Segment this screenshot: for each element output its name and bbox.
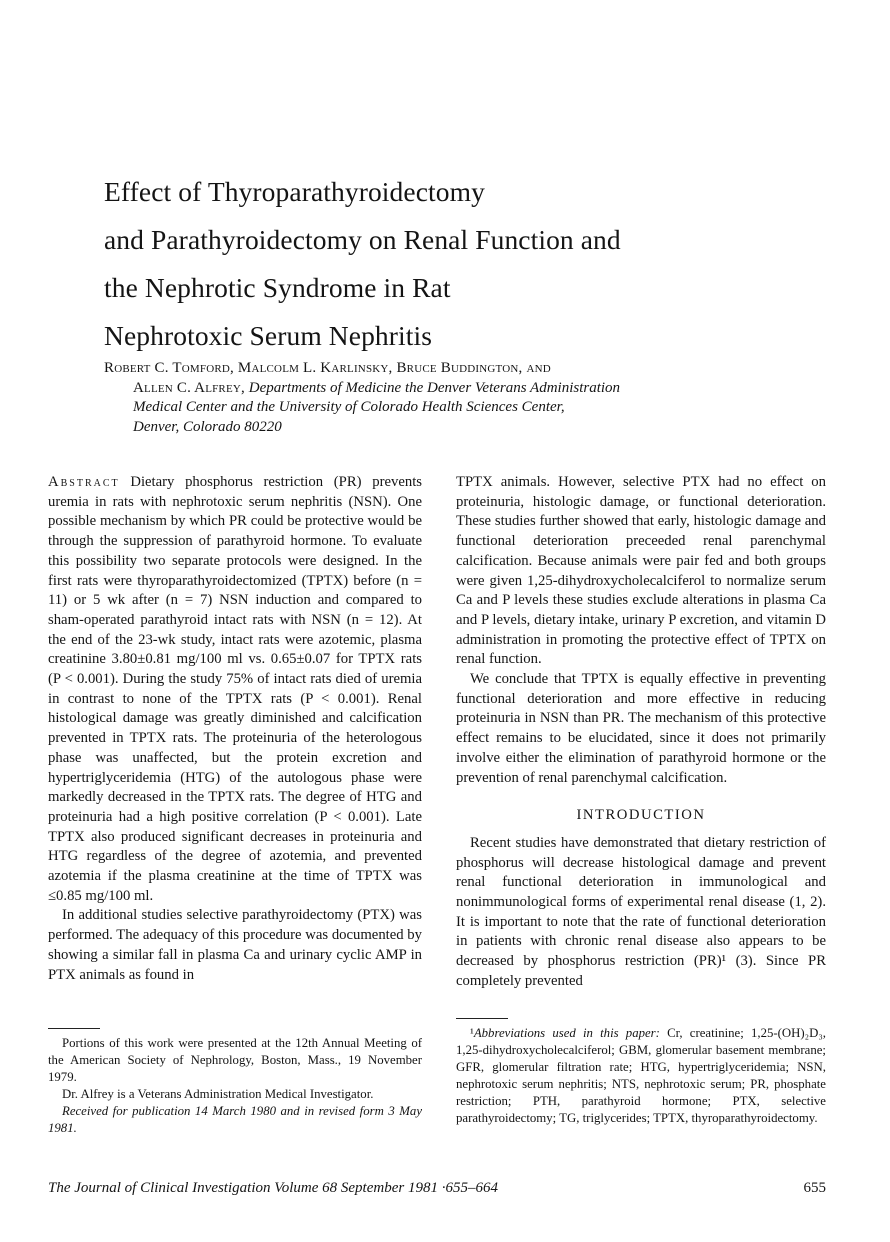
- right-column: [456, 473, 826, 992]
- affiliation-line: Denver, Colorado 80220: [133, 418, 282, 435]
- footnotes-left: [48, 1028, 422, 1137]
- left-column: [48, 473, 422, 985]
- abstract-paragraph: Abstract Dietary phosphorus restriction (PR) prevents uremia in rats with nephrotoxic serum nephritis (NSN). One possible mechanism by which PR could be protective would be through the suppression of parathyroid hormone. To evaluate this possibility two separate protocols were designed. In the first rats were thyroparathyroidectomized (TPTX) before (n = 11) or 5 wk after (n = 7) NSN induction and compared to sham-operated parathyroid intact rats with NSN (n = 12). At the end of the 23-wk study, intact rats were azotemic, plasma creatinine 3.80±0.81 mg/100 ml vs. 0.65±0.07 for TPTX rats (P < 0.001). During the study 75% of intact rats died of uremia in contrast to none of the TPTX rats (P < 0.001). Renal histological damage was greatly diminished and calcification prevented in TPTX rats. The proteinuria of the heterologous phase was unaffected, but the protein excretion and hypertriglyceridemia (HTG) of the autologous phase were markedly decreased in the TPTX rats. The degree of HTG and proteinuria had a high positive correlation (P < 0.001). Late TPTX also produced significant decreases in proteinuria and HTG regardless of the degree of azotemia, and prevented azotemia if the plasma creatinine at the time of TPTX was ≤0.85 mg/100 ml.: [48, 474, 422, 904]
- title-line: the Nephrotic Syndrome in Rat: [104, 272, 451, 303]
- abstract-paragraph: TPTX animals. However, selective PTX had no effect on proteinuria, histologic damage, or functional deterioration. These studies further showed that early, histologic damage and functional deterioration preceeded renal parenchymal calcification. Because animals were pair fed and both groups were given 1,25-dihydroxycholecalciferol to normalize serum Ca and P levels these studies exclude alterations in plasma Ca and P levels, dietary intake, urinary P excretion, and vitamin D administration in promoting the protective effect of TPTX on renal function.: [456, 474, 826, 668]
- title-line: and Parathyroidectomy on Renal Function and: [104, 224, 621, 255]
- footnote-rule: [48, 1028, 100, 1029]
- author-names: Robert C. Tomford, Malcolm L. Karlinsky, Bruce Buddington, and: [104, 360, 551, 376]
- abstract-label: Abstract: [48, 474, 120, 490]
- abstract-paragraph: We conclude that TPTX is equally effective in preventing functional deterioration and more effective in reducing proteinuria in NSN than PR. The mechanism of this protective effect remains to be elucidated, since it does not primarily involve either the elimination of parathyroid hormone or the prevention of renal parenchymal calcification.: [456, 671, 826, 786]
- affiliation-line: Departments of Medicine the Denver Veterans Administration: [244, 379, 621, 396]
- affiliation-line: Medical Center and the University of Colorado Health Sciences Center,: [133, 399, 565, 415]
- paper-title: [104, 168, 744, 360]
- author-block: [104, 359, 744, 437]
- footnote: ¹Abbreviations used in this paper: Cr, creatinine; 1,25-(OH)₂D₃, 1,25-dihydroxycholecalciferol; GBM, glomerular basement membrane; GFR, glomerular filtration rate; HTG, hypertriglyceridemia; NSN, nephrotoxic serum nephritis; NTS, nephrotoxic serum; PR, phosphate restriction; PTH, parathyroid hormone; PTX, selective parathyroidectomy; TG, triglycerides; TPTX, thyroparathyroidectomy.: [456, 1026, 827, 1125]
- footnote: Received for publication 14 March 1980 and in revised form 3 May 1981.: [48, 1104, 422, 1135]
- intro-paragraph: Recent studies have demonstrated that dietary restriction of phosphorus will decrease histological damage and prevent renal functional deterioration in immunological and nonimmunological forms of experimental renal disease (1, 2). It is important to note that the rate of functional deterioration in patients with chronic renal disease also appears to be decreased by phosphorus restriction (PR)¹ (3). Since PR completely prevented: [456, 834, 826, 989]
- title-line: Nephrotoxic Serum Nephritis: [104, 320, 433, 351]
- footnote: Dr. Alfrey is a Veterans Administration Medical Investigator.: [62, 1087, 374, 1101]
- footnote-rule: [456, 1018, 508, 1019]
- title-line: Effect of Thyroparathyroidectomy: [104, 176, 485, 207]
- footnote-label: Abbreviations used in this paper:: [473, 1026, 660, 1040]
- page-number: 655: [803, 1180, 826, 1196]
- footnote: Portions of this work were presented at the 12th Annual Meeting of the American Society of Nephrology, Boston, Mass., 19 November 1979.: [48, 1036, 422, 1084]
- author-name-last: Allen C. Alfrey,: [133, 379, 245, 396]
- footnotes-right: [456, 1018, 826, 1127]
- section-heading: INTRODUCTION: [576, 807, 706, 824]
- journal-citation: The Journal of Clinical Investigation Volume 68 September 1981 ·655–664: [48, 1180, 498, 1196]
- abstract-paragraph: In additional studies selective parathyroidectomy (PTX) was performed. The adequacy of this procedure was documented by showing a similar fall in plasma Ca and urinary cyclic AMP in PTX animals as found in: [48, 907, 422, 983]
